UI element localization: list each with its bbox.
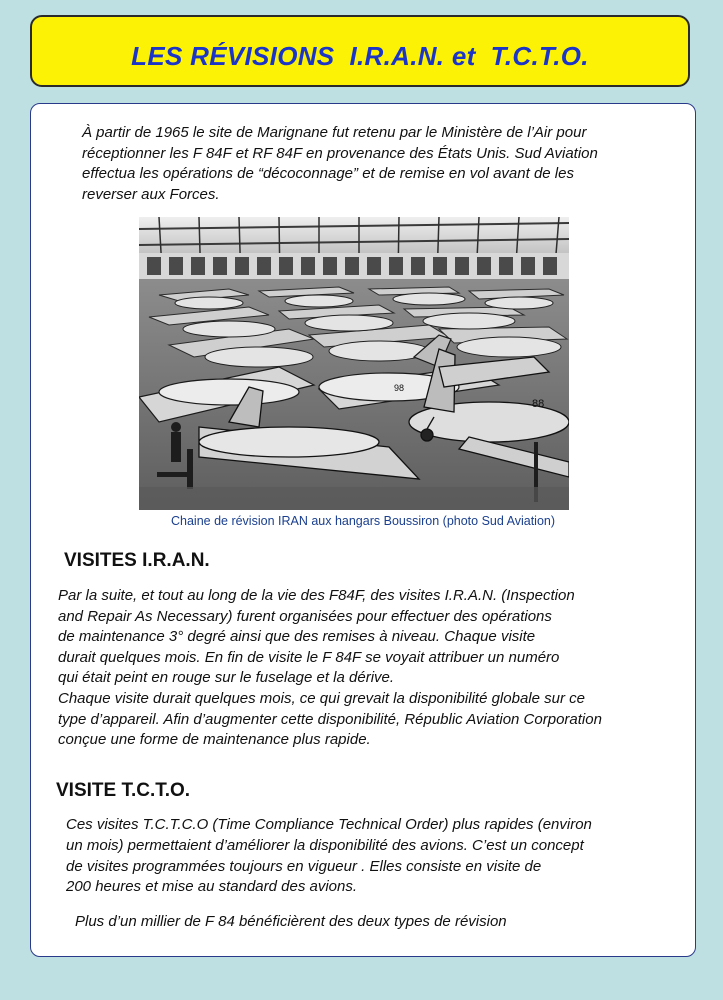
- iran-paragraph: [58, 586, 602, 751]
- aircraft-number-98: 98: [394, 383, 405, 393]
- iran-line: Par la suite, et tout au long de la vie des F84F, des visites I.R.A.N. (Inspection: [58, 587, 575, 604]
- intro-line: réceptionner les F 84F et RF 84F en provenance des États Unis. Sud Aviation: [82, 144, 598, 162]
- tcto-paragraph: [66, 815, 592, 898]
- title-banner: [30, 15, 690, 87]
- iran-line: de maintenance 3° degré ainsi que des remises à niveau. Chaque visite: [58, 628, 536, 646]
- intro-paragraph: [82, 123, 694, 205]
- tcto-heading: VISITE T.C.T.O.: [56, 780, 191, 801]
- iran-line: Chaque visite durait quelques mois, ce qui grevait la disponibilité globale sur ce: [58, 689, 585, 707]
- iran-heading: VISITES I.R.A.N.: [64, 550, 210, 571]
- photo-caption: Chaine de révision IRAN aux hangars Boussiron (photo Sud Aviation): [170, 514, 556, 528]
- intro-line: reverser aux Forces.: [82, 185, 220, 203]
- tcto-line: de visites programmées toujours en vigueur . Elles consiste en visite de: [66, 857, 542, 875]
- intro-line: À partir de 1965 le site de Marignane fut retenu par le Ministère de l’Air pour: [82, 124, 587, 141]
- intro-line: effectua les opérations de “décoconnage” et de remise en vol avant de les: [82, 165, 574, 182]
- hangar-photo: [139, 217, 569, 510]
- iran-line: conçue une forme de maintenance plus rapide.: [58, 731, 371, 749]
- tcto-line: Ces visites T.C.T.C.O (Time Compliance Technical Order) plus rapides (environ: [66, 816, 592, 833]
- tcto-line: un mois) permettaient d’améliorer la disponibilité des avions. C’est un concept: [66, 836, 584, 854]
- iran-line: type d’appareil. Afin d’augmenter cette disponibilité, Républic Aviation Corporation: [58, 710, 602, 728]
- iran-line: and Repair As Necessary) furent organisées pour effectuer des opérations: [58, 607, 552, 625]
- page-title: LES RÉVISIONS I.R.A.N. et T.C.T.O.: [131, 40, 589, 71]
- footer-note: Plus d’un millier de F 84 bénéficièrent des deux types de révision: [75, 913, 507, 930]
- iran-line: durait quelques mois. En fin de visite le F 84F se voyait attribuer un numéro: [58, 648, 560, 666]
- aircraft-number-88: 88: [532, 398, 545, 410]
- iran-line: qui était peint en rouge sur le fuselage et la dérive.: [58, 669, 395, 687]
- tcto-line: 200 heures et mise au standard des avions.: [66, 878, 358, 896]
